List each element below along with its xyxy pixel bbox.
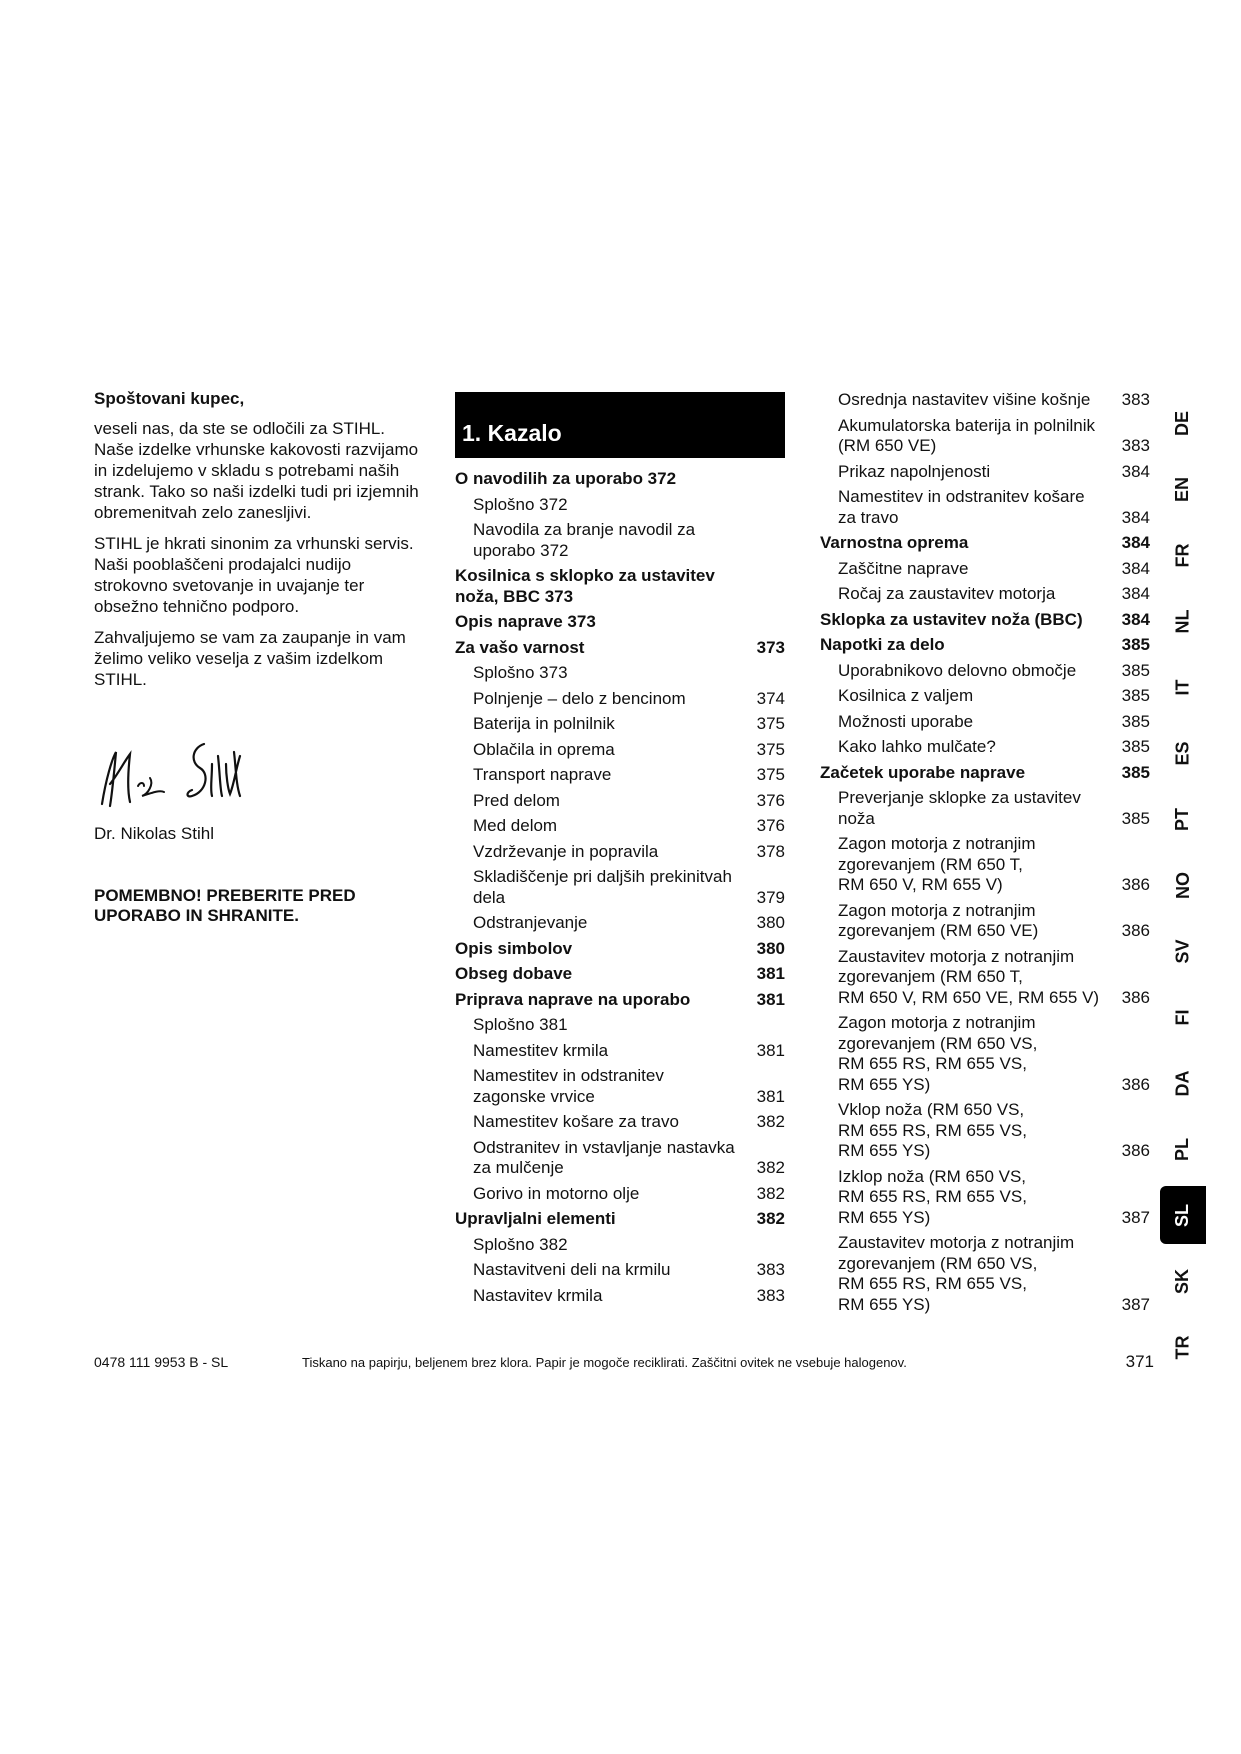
letter-paragraph: veseli nas, da ste se odločili za STIHL. Naše izdelke vrhunske kakovosti razvijamo in izdelujemo v skladu s potrebami naših strank. Tako so naši izdelki tudi pri izjemnih obremenitvah zelo zanesljivi. (94, 419, 419, 522)
toc-entry-title: Obseg dobave (455, 964, 573, 983)
toc-entry[interactable] (820, 712, 1150, 733)
notice-line: UPORABO IN SHRANITE. (94, 906, 299, 925)
language-tab-label: NL (1172, 609, 1193, 633)
toc-entry-page: 376 (756, 790, 785, 810)
important-notice (94, 886, 424, 926)
toc-entry-title: Prikaz napolnjenosti (838, 461, 991, 481)
toc-entry[interactable] (820, 559, 1150, 580)
toc-entry-title: Transport naprave (473, 765, 612, 784)
language-tab-es[interactable] (1160, 720, 1206, 786)
toc-entry-title: Skladiščenje pri daljših prekinitvah dela (473, 867, 732, 907)
toc-entry[interactable] (455, 1041, 785, 1062)
letter-greeting: Spoštovani kupec, (94, 389, 245, 408)
toc-entry[interactable] (455, 791, 785, 812)
language-tab-sk[interactable] (1160, 1248, 1206, 1314)
toc-entry[interactable] (820, 390, 1150, 411)
toc-entry[interactable] (820, 487, 1150, 528)
toc-entry-page: 379 (756, 887, 785, 907)
toc-entry[interactable] (455, 1260, 785, 1281)
toc-entry-page: 380 (756, 938, 785, 958)
toc-entry-page: 380 (756, 913, 785, 932)
toc-entry-title: Odstranjevanje (473, 913, 588, 932)
language-tab-label: ES (1172, 740, 1193, 766)
toc-entry-title: Namestitev krmila (473, 1040, 609, 1060)
language-tab-label: FI (1172, 1009, 1193, 1025)
print-note: Tiskano na papirju, beljenem brez klora. Papir je mogoče reciklirati. Zaščitni ovitek ne vsebuje halogenov. (302, 1355, 907, 1370)
toc-entry[interactable] (455, 1066, 785, 1107)
toc-entry[interactable] (455, 1138, 785, 1179)
language-tab-label: DA (1172, 1070, 1193, 1096)
language-tab-label: NO (1172, 871, 1193, 899)
toc-entry-page: 386 (1121, 1141, 1150, 1160)
toc-entry-title: Za vašo varnost (455, 637, 585, 657)
toc-entry[interactable] (455, 867, 785, 908)
toc-entry-title: O navodilih za uporabo 372 (455, 469, 677, 488)
toc-entry-title: Zagon motorja z notranjim zgorevanjem (RM 650 VE) (838, 900, 1039, 940)
toc-entry-page: 383 (756, 1285, 785, 1305)
toc-entry-title: Kako lahko mulčate? (838, 737, 996, 756)
toc-entry-title: Kosilnica s sklopko za ustavitev noža, BBC 373 (455, 566, 715, 606)
toc-entry[interactable] (455, 816, 785, 837)
toc-entry-page: 382 (756, 1209, 785, 1228)
toc-entry-title: Nastavitev krmila (473, 1285, 603, 1305)
toc-entry-title: Splošno 381 (473, 1015, 568, 1034)
page-number: 371 (1125, 1352, 1154, 1371)
toc-entry[interactable] (455, 520, 785, 561)
document-code: 0478 111 9953 B - SL (94, 1354, 229, 1370)
toc-entry[interactable] (455, 1209, 785, 1230)
toc-entry[interactable] (455, 469, 785, 490)
toc-entry-page: 383 (1121, 436, 1150, 455)
toc-entry-title: Upravljalni elementi (455, 1209, 616, 1228)
welcome-letter (94, 388, 424, 926)
toc-entry-page: 374 (756, 688, 785, 708)
toc-entry[interactable] (455, 612, 785, 633)
toc-entry-title: Gorivo in motorno olje (473, 1183, 640, 1203)
toc-entry-page: 382 (756, 1183, 785, 1203)
language-tab-label: SK (1172, 1268, 1193, 1294)
toc-entry-page: 384 (1121, 461, 1150, 481)
toc-entry[interactable] (455, 765, 785, 786)
toc-entry[interactable] (820, 763, 1150, 784)
toc-entry-page: 386 (1121, 1074, 1150, 1094)
toc-entry[interactable] (455, 1235, 785, 1256)
toc-entry-title: Osrednja nastavitev višine košnje (838, 390, 1091, 409)
language-tab-en[interactable] (1160, 456, 1206, 522)
toc-entry[interactable] (820, 1233, 1150, 1315)
toc-entry-page: 384 (1121, 584, 1150, 603)
language-tab-de[interactable] (1160, 390, 1206, 456)
toc-entry-page: 386 (1121, 875, 1150, 894)
toc-entry-title: Baterija in polnilnik (473, 714, 615, 733)
toc-entry-title: Uporabnikovo delovno območje (838, 660, 1077, 680)
toc-entry-page: 385 (1121, 711, 1150, 731)
toc-entry[interactable] (455, 964, 785, 985)
toc-entry-page: 375 (756, 765, 785, 784)
toc-entry-title: Polnjenje – delo z bencinom (473, 688, 686, 708)
toc-entry[interactable] (455, 913, 785, 934)
toc-entry[interactable] (820, 947, 1150, 1009)
toc-entry-page: 384 (1121, 533, 1150, 552)
toc-entry[interactable] (455, 1184, 785, 1205)
toc-entry-page: 385 (1121, 635, 1150, 654)
language-tab-fr[interactable] (1160, 522, 1206, 588)
toc-entry-page: 386 (1121, 921, 1150, 940)
language-tab-label: IT (1172, 679, 1193, 695)
toc-entry-title: Namestitev in odstranitev košare za travo (838, 487, 1085, 527)
toc-entry[interactable] (820, 834, 1150, 896)
toc-entry[interactable] (455, 842, 785, 863)
toc-entry-page: 385 (1121, 686, 1150, 705)
language-tab-label: DE (1172, 410, 1193, 436)
toc-entry-page: 387 (1121, 1294, 1150, 1314)
toc-entry[interactable] (455, 495, 785, 516)
toc-entry[interactable] (820, 635, 1150, 656)
language-tab-nl[interactable] (1160, 588, 1206, 654)
language-tab-label: TR (1172, 1335, 1193, 1359)
toc-entry[interactable] (820, 661, 1150, 682)
toc-list (455, 469, 785, 1306)
toc-entry[interactable] (455, 740, 785, 761)
toc-entry-title: Akumulatorska baterija in polnilnik (RM 650 VE) (838, 415, 1096, 455)
language-tab-sl[interactable] (1160, 1186, 1206, 1244)
toc-entry-title: Odstranitev in vstavljanje nastavka za mulčenje (473, 1137, 735, 1177)
language-tab-label: SL (1172, 1203, 1193, 1227)
language-tab-da[interactable] (1160, 1050, 1206, 1116)
toc-entry-title: Zaustavitev motorja z notranjim zgorevanjem (RM 650 T, RM 650 V, RM 650 VE, RM 655 V) (838, 946, 1100, 1007)
toc-entry-title: Opis simbolov (455, 938, 573, 958)
toc-entry-page: 381 (756, 1086, 785, 1106)
toc-entry-title: Možnosti uporabe (838, 711, 974, 731)
toc-entry-title: Zagon motorja z notranjim zgorevanjem (RM 650 T, RM 650 V, RM 655 V) (838, 834, 1036, 894)
letter-paragraph: Zahvaljujemo se vam za zaupanje in vam želimo veliko veselja z vašim izdelkom STIHL. (94, 628, 406, 689)
toc-entry[interactable] (455, 1015, 785, 1036)
toc-entry[interactable] (820, 610, 1150, 631)
language-tab-tr[interactable] (1160, 1314, 1206, 1380)
toc-entry[interactable] (455, 1286, 785, 1307)
toc-entry[interactable] (455, 1112, 785, 1133)
toc-entry-title: Začetek uporabe naprave (820, 762, 1026, 782)
toc-entry[interactable] (820, 1167, 1150, 1229)
toc-entry-page: 381 (756, 989, 785, 1009)
language-tab-sv[interactable] (1160, 918, 1206, 984)
toc-entry-page: 387 (1121, 1207, 1150, 1227)
toc-entry-page: 381 (756, 1040, 785, 1060)
toc-entry-title: Namestitev košare za travo (473, 1112, 679, 1131)
toc-entry[interactable] (820, 1013, 1150, 1095)
toc-entry-page: 378 (756, 841, 785, 861)
toc-entry-title: Ročaj za zaustavitev motorja (838, 584, 1056, 603)
language-tab-fi[interactable] (1160, 984, 1206, 1050)
toc-entry-title: Splošno 382 (473, 1234, 568, 1254)
toc-entry[interactable] (820, 1100, 1150, 1162)
language-tab-no[interactable] (1160, 852, 1206, 918)
toc-entry-page: 382 (756, 1112, 785, 1131)
toc-entry-page: 386 (1121, 987, 1150, 1007)
toc-entry-page: 385 (1121, 808, 1150, 828)
toc-entry-title: Izklop noža (RM 650 VS, RM 655 RS, RM 655 VS, RM 655 YS) (838, 1166, 1027, 1227)
toc-entry-title: Namestitev in odstranitev zagonske vrvice (473, 1066, 664, 1106)
language-tab-label: PT (1172, 807, 1193, 831)
language-tab-label: PL (1172, 1137, 1193, 1161)
toc-entry-page: 384 (1121, 507, 1150, 527)
toc-entry-title: Opis naprave 373 (455, 612, 596, 631)
toc-entry-page: 384 (1121, 609, 1150, 629)
language-tab-pl[interactable] (1160, 1116, 1206, 1182)
toc-entry-page: 385 (1121, 762, 1150, 782)
toc-entry-page: 385 (1121, 660, 1150, 680)
toc-entry-title: Preverjanje sklopke za ustavitev noža (838, 788, 1081, 828)
language-tab-pt[interactable] (1160, 786, 1206, 852)
toc-entry-title: Priprava naprave na uporabo (455, 989, 691, 1009)
toc-entry-page: 382 (756, 1158, 785, 1177)
toc-entry-page: 383 (1121, 390, 1150, 409)
toc-entry[interactable] (455, 663, 785, 684)
toc-entry[interactable] (820, 901, 1150, 942)
toc-entry-page: 373 (756, 637, 785, 657)
language-tabs (1160, 390, 1206, 1380)
toc-entry[interactable] (455, 689, 785, 710)
signer-name: Dr. Nikolas Stihl (94, 824, 214, 843)
toc-entry[interactable] (455, 939, 785, 960)
letter-paragraph: STIHL je hkrati sinonim za vrhunski servis. Naši pooblaščeni prodajalci nudijo strokovno svetovanje in uvajanje ter obsežno tehnično podporo. (94, 534, 414, 616)
toc-entry-title: Kosilnica z valjem (838, 686, 974, 705)
toc-entry-title: Navodila za branje navodil za uporabo 372 (473, 520, 696, 560)
toc-column-2 (820, 390, 1150, 1320)
toc-entry-title: Splošno 373 (473, 663, 568, 682)
language-tab-label: SV (1172, 938, 1193, 964)
toc-entry-title: Napotki za delo (820, 635, 945, 654)
toc-entry-title: Oblačila in oprema (473, 739, 615, 759)
toc-entry-title: Vzdrževanje in popravila (473, 841, 659, 861)
toc-entry-title: Sklopka za ustavitev noža (BBC) (820, 609, 1083, 629)
toc-entry-title: Varnostna oprema (820, 533, 969, 552)
toc-entry[interactable] (820, 416, 1150, 457)
toc-entry[interactable] (820, 584, 1150, 605)
toc-entry-page: 375 (756, 714, 785, 733)
toc-entry-page: 375 (756, 739, 785, 759)
toc-entry[interactable] (820, 462, 1150, 483)
toc-entry[interactable] (455, 638, 785, 659)
toc-entry-page: 385 (1121, 737, 1150, 756)
toc-entry-title: Pred delom (473, 790, 560, 810)
toc-entry[interactable] (820, 788, 1150, 829)
toc-entry-page: 376 (756, 816, 785, 835)
toc-list (820, 390, 1150, 1315)
signature-image (94, 734, 264, 814)
toc-entry[interactable] (455, 990, 785, 1011)
toc-column-1 (455, 392, 785, 1311)
toc-entry-title: Splošno 372 (473, 494, 568, 514)
toc-entry-title: Zaščitne naprave (838, 558, 969, 578)
notice-line: POMEMBNO! PREBERITE PRED (94, 886, 356, 905)
toc-entry-title: Med delom (473, 816, 558, 835)
toc-entry[interactable] (820, 686, 1150, 707)
toc-entry-page: 383 (756, 1260, 785, 1279)
toc-entry-title: Zagon motorja z notranjim zgorevanjem (RM 650 VS, RM 655 RS, RM 655 VS, RM 655 YS) (838, 1013, 1038, 1094)
toc-heading: 1. Kazalo (455, 392, 785, 458)
language-tab-label: FR (1172, 543, 1193, 567)
toc-entry[interactable] (820, 737, 1150, 758)
toc-entry[interactable] (455, 714, 785, 735)
toc-entry-title: Nastavitveni deli na krmilu (473, 1260, 671, 1279)
toc-entry[interactable] (455, 566, 785, 607)
toc-entry-page: 384 (1121, 558, 1150, 578)
toc-entry-page: 381 (756, 964, 785, 983)
language-tab-it[interactable] (1160, 654, 1206, 720)
toc-entry-title: Vklop noža (RM 650 VS, RM 655 RS, RM 655 VS, RM 655 YS) (838, 1100, 1027, 1160)
toc-entry[interactable] (820, 533, 1150, 554)
language-tab-label: EN (1172, 476, 1193, 502)
toc-entry-title: Zaustavitev motorja z notranjim zgorevanjem (RM 650 VS, RM 655 RS, RM 655 VS, RM 655 YS) (838, 1233, 1075, 1314)
